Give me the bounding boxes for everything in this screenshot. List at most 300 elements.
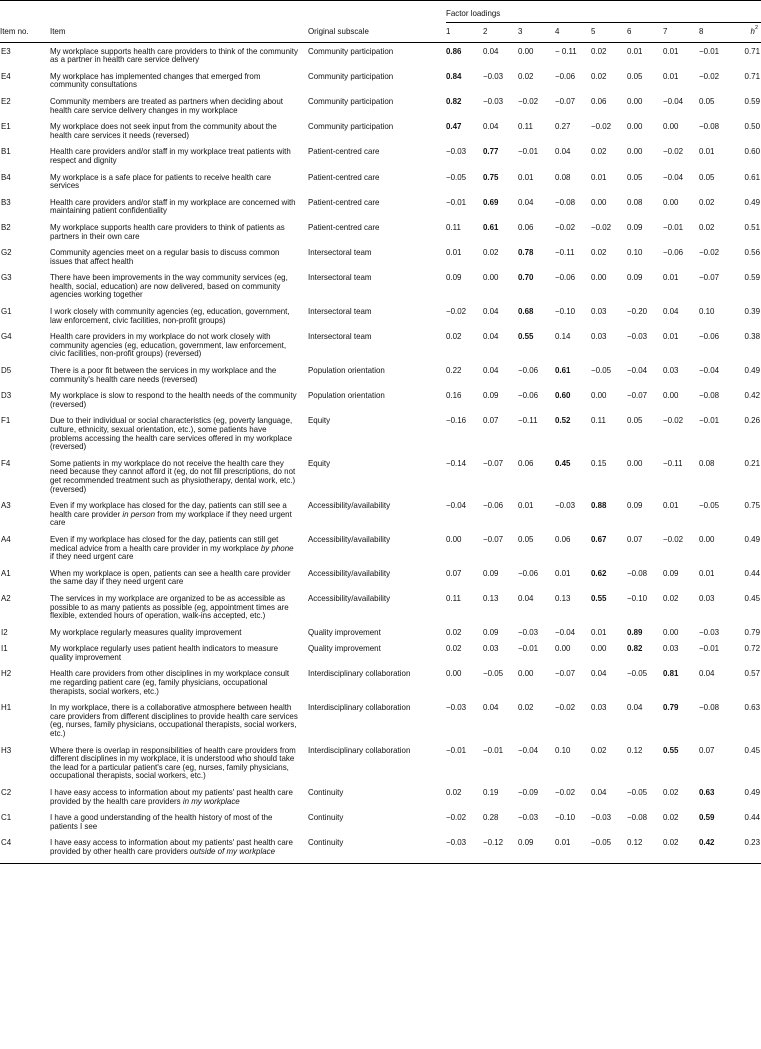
item-text-cell bbox=[50, 742, 308, 784]
loading-cell: 0.06 bbox=[591, 96, 607, 106]
item-text-segment: Even if my workplace has closed for the day, patients can still see a health care provider bbox=[50, 501, 287, 519]
loading-cell: 0.05 bbox=[627, 71, 643, 81]
loading-cell: 0.02 bbox=[591, 71, 607, 81]
loading-cell: 0.01 bbox=[518, 501, 534, 511]
table-row bbox=[0, 303, 761, 328]
item-number-cell: G1 bbox=[1, 307, 12, 317]
primary-loading-cell: 0.82 bbox=[627, 644, 643, 654]
loading-cell: 0.02 bbox=[446, 332, 462, 342]
header-factor-3: 3 bbox=[518, 27, 523, 36]
loading-cell: 0.04 bbox=[591, 669, 607, 679]
header-factor-2: 2 bbox=[483, 27, 488, 36]
communality-cell: 0.44 bbox=[744, 813, 760, 823]
loading-cell: 0.09 bbox=[663, 568, 679, 578]
item-text-segment: Some patients in my workplace do not receive the health care they need because they cannot afford it (eg, do not fill prescriptions, do not get recommended treatment such as physiotherapy, dental work, etc.) (reversed) bbox=[50, 458, 296, 494]
subscale-cell: Continuity bbox=[308, 788, 344, 797]
item-text-emphasis: outside of my workplace bbox=[189, 846, 276, 856]
loading-cell: −0.03 bbox=[555, 501, 576, 511]
item-text-segment: I have easy access to information about my patients' past health care provided by the health care providers bbox=[50, 788, 293, 806]
loading-cell: − 0.11 bbox=[555, 46, 577, 56]
loading-cell: 0.09 bbox=[627, 273, 643, 283]
item-text-cell bbox=[50, 699, 308, 741]
loading-cell: 0.13 bbox=[483, 593, 499, 603]
item-number-cell: C1 bbox=[1, 813, 12, 823]
loading-cell: −0.01 bbox=[699, 416, 720, 426]
loading-cell: −0.14 bbox=[446, 458, 467, 468]
item-text-cell bbox=[50, 665, 308, 699]
table-row bbox=[0, 68, 761, 93]
primary-loading-cell: 0.75 bbox=[483, 172, 499, 182]
loading-cell: −0.11 bbox=[555, 248, 575, 258]
loading-cell: −0.10 bbox=[555, 813, 576, 823]
loading-cell: 0.00 bbox=[663, 122, 679, 132]
loading-cell: 0.12 bbox=[627, 745, 643, 755]
table-row bbox=[0, 244, 761, 269]
item-number-cell: D5 bbox=[1, 366, 12, 376]
item-number-cell: B2 bbox=[1, 222, 11, 232]
loading-cell: −0.04 bbox=[446, 501, 467, 511]
table-row bbox=[0, 834, 761, 863]
loading-cell: −0.06 bbox=[555, 71, 576, 81]
loading-cell: 0.28 bbox=[483, 813, 499, 823]
primary-loading-cell: 0.79 bbox=[663, 703, 679, 713]
item-number-cell: F1 bbox=[1, 416, 11, 426]
primary-loading-cell: 0.84 bbox=[446, 71, 462, 81]
loading-cell: −0.06 bbox=[518, 391, 539, 401]
subscale-cell: Patient-centred care bbox=[308, 222, 380, 232]
item-number-cell: C2 bbox=[1, 788, 12, 797]
item-number-cell: H3 bbox=[1, 745, 12, 755]
loading-cell: −0.02 bbox=[555, 788, 576, 797]
loading-cell: 0.00 bbox=[627, 458, 643, 468]
primary-loading-cell: 0.61 bbox=[555, 366, 571, 376]
communality-cell: 0.23 bbox=[744, 838, 760, 848]
loading-cell: 0.00 bbox=[446, 534, 462, 544]
primary-loading-cell: 0.59 bbox=[699, 813, 715, 823]
loading-cell: 0.02 bbox=[518, 703, 534, 713]
loading-cell: 0.02 bbox=[663, 838, 679, 848]
table-row bbox=[0, 328, 761, 362]
loading-cell: 0.00 bbox=[627, 122, 643, 132]
table-row bbox=[0, 565, 761, 590]
table-row bbox=[0, 497, 761, 531]
loading-cell: 0.09 bbox=[627, 501, 643, 511]
loading-cell: −0.01 bbox=[483, 745, 504, 755]
communality-cell: 0.59 bbox=[744, 96, 760, 106]
item-number-cell: H2 bbox=[1, 669, 12, 679]
item-text-segment: My workplace has implemented changes that emerged from community consultations bbox=[50, 71, 261, 90]
subscale-cell: Intersectoral team bbox=[308, 273, 372, 283]
item-text-segment: if they need urgent care bbox=[50, 552, 134, 562]
communality-cell: 0.60 bbox=[744, 147, 760, 157]
loading-cell: 0.01 bbox=[663, 273, 679, 283]
subscale-cell: Intersectoral team bbox=[308, 332, 372, 342]
item-text-cell bbox=[50, 169, 308, 194]
item-number-cell: E1 bbox=[1, 122, 11, 132]
loading-cell: 0.04 bbox=[699, 669, 715, 679]
loading-cell: 0.11 bbox=[446, 222, 461, 232]
loading-cell: −0.07 bbox=[555, 96, 576, 106]
item-text-cell bbox=[50, 834, 308, 863]
loading-cell: −0.01 bbox=[699, 46, 720, 56]
item-text-cell bbox=[50, 93, 308, 118]
loading-cell: 0.04 bbox=[483, 122, 499, 132]
loading-cell: −0.08 bbox=[699, 703, 720, 713]
table-row bbox=[0, 624, 761, 641]
loading-cell: 0.02 bbox=[591, 46, 607, 56]
loading-cell: 0.00 bbox=[663, 197, 679, 207]
loading-cell: −0.06 bbox=[483, 501, 504, 511]
subscale-cell: Quality improvement bbox=[308, 627, 381, 637]
item-number-cell: B1 bbox=[1, 147, 11, 157]
loading-cell: 0.00 bbox=[518, 46, 534, 56]
primary-loading-cell: 0.45 bbox=[555, 458, 571, 468]
loading-cell: 0.04 bbox=[483, 307, 499, 317]
loading-cell: 0.09 bbox=[446, 273, 462, 283]
loading-cell: −0.02 bbox=[591, 122, 612, 132]
table-row bbox=[0, 784, 761, 809]
loading-cell: 0.00 bbox=[591, 273, 607, 283]
communality-cell: 0.21 bbox=[744, 458, 760, 468]
loading-cell: −0.02 bbox=[663, 416, 684, 426]
loading-cell: 0.05 bbox=[627, 172, 643, 182]
loading-cell: −0.04 bbox=[627, 366, 648, 376]
loading-cell: 0.00 bbox=[518, 669, 534, 679]
loading-cell: 0.01 bbox=[591, 627, 607, 637]
item-text-cell bbox=[50, 497, 308, 531]
item-text-segment: There is a poor fit between the services in my workplace and the community's health care needs (reversed) bbox=[50, 366, 277, 384]
subscale-cell: Intersectoral team bbox=[308, 248, 372, 258]
item-text-cell bbox=[50, 387, 308, 412]
item-text-segment: Community agencies meet on a regular basis to discuss common issues that affect health bbox=[50, 248, 280, 266]
loading-cell: −0.12 bbox=[483, 838, 504, 848]
loading-cell: 0.09 bbox=[483, 568, 499, 578]
item-text-segment: My workplace does not seek input from the community about the health care services it needs (reversed) bbox=[50, 122, 277, 140]
loading-cell: −0.08 bbox=[627, 568, 648, 578]
communality-cell: 0.59 bbox=[744, 273, 760, 283]
header-factor-5: 5 bbox=[591, 27, 596, 36]
loading-cell: 0.01 bbox=[555, 568, 571, 578]
item-text-segment: Even if my workplace has closed for the day, patients can still get medical advice from a health care provider in my workplace bbox=[50, 534, 279, 553]
communality-cell: 0.51 bbox=[744, 222, 760, 232]
loading-cell: 0.08 bbox=[555, 172, 571, 182]
loading-cell: 0.00 bbox=[663, 627, 679, 637]
loading-cell: 0.04 bbox=[627, 703, 643, 713]
loading-cell: −0.03 bbox=[483, 71, 504, 81]
loading-cell: 0.00 bbox=[591, 197, 607, 207]
loading-cell: −0.11 bbox=[663, 458, 683, 468]
loading-cell: 0.04 bbox=[483, 332, 499, 342]
loading-cell: 0.02 bbox=[591, 745, 607, 755]
loading-cell: 0.05 bbox=[627, 416, 643, 426]
loading-cell: 0.03 bbox=[663, 644, 679, 654]
loading-cell: −0.01 bbox=[446, 745, 467, 755]
loading-cell: −0.11 bbox=[518, 416, 538, 426]
loading-cell: 0.08 bbox=[627, 197, 643, 207]
header-factor-6: 6 bbox=[627, 27, 632, 36]
loading-cell: 0.27 bbox=[555, 122, 571, 132]
loading-cell: −0.04 bbox=[663, 96, 684, 106]
loading-cell: −0.05 bbox=[591, 838, 612, 848]
loading-cell: 0.01 bbox=[555, 838, 571, 848]
loading-cell: −0.04 bbox=[555, 627, 576, 637]
loading-cell: 0.10 bbox=[555, 745, 571, 755]
communality-cell: 0.61 bbox=[744, 172, 760, 182]
item-number-cell: H1 bbox=[1, 703, 12, 713]
communality-cell: 0.71 bbox=[744, 46, 760, 56]
table-row bbox=[0, 699, 761, 741]
communality-cell: 0.49 bbox=[744, 534, 760, 544]
loading-cell: −0.01 bbox=[446, 197, 467, 207]
table-row bbox=[0, 219, 761, 244]
loading-cell: 0.09 bbox=[483, 391, 499, 401]
loading-cell: 0.11 bbox=[518, 122, 533, 132]
loading-cell: 0.02 bbox=[663, 593, 679, 603]
primary-loading-cell: 0.52 bbox=[555, 416, 571, 426]
loading-cell: −0.04 bbox=[699, 366, 720, 376]
item-text-segment: Health care providers from other disciplines in my workplace consult me regarding patient care (eg, family physicians, occupational therapists, social workers, etc.) bbox=[50, 669, 290, 696]
item-text-segment: I have a good understanding of the health history of most of the patients I see bbox=[50, 813, 273, 831]
primary-loading-cell: 0.81 bbox=[663, 669, 679, 679]
item-text-cell bbox=[50, 590, 308, 624]
subscale-cell: Accessibility/availability bbox=[308, 593, 391, 603]
loading-cell: −0.01 bbox=[699, 644, 720, 654]
item-text-segment: Health care providers and/or staff in my workplace treat patients with respect and dignity bbox=[50, 147, 291, 165]
loading-cell: −0.06 bbox=[663, 248, 684, 258]
loading-cell: 0.07 bbox=[627, 534, 643, 544]
loading-cell: −0.01 bbox=[518, 147, 539, 157]
loading-cell: −0.04 bbox=[518, 745, 539, 755]
table-row bbox=[0, 93, 761, 118]
table-row bbox=[0, 42, 761, 68]
loading-cell: −0.06 bbox=[555, 273, 576, 283]
loading-cell: 0.07 bbox=[446, 568, 462, 578]
item-text-cell bbox=[50, 244, 308, 269]
item-text-cell bbox=[50, 269, 308, 303]
loading-cell: −0.06 bbox=[518, 568, 539, 578]
loading-cell: −0.02 bbox=[446, 813, 467, 823]
loading-cell: 0.02 bbox=[483, 248, 499, 258]
table-row bbox=[0, 531, 761, 565]
table-row bbox=[0, 665, 761, 699]
item-number-cell: A2 bbox=[1, 593, 11, 603]
loading-cell: 0.14 bbox=[555, 332, 571, 342]
primary-loading-cell: 0.63 bbox=[699, 788, 715, 797]
subscale-cell: Equity bbox=[308, 416, 331, 426]
header-factor-7: 7 bbox=[663, 27, 668, 36]
loading-cell: −0.06 bbox=[699, 332, 720, 342]
subscale-cell: Intersectoral team bbox=[308, 307, 372, 317]
primary-loading-cell: 0.88 bbox=[591, 501, 607, 511]
loading-cell: 0.02 bbox=[663, 813, 679, 823]
loading-cell: 0.06 bbox=[518, 222, 534, 232]
loading-cell: 0.04 bbox=[663, 307, 679, 317]
primary-loading-cell: 0.61 bbox=[483, 222, 499, 232]
table-row bbox=[0, 269, 761, 303]
loading-cell: −0.01 bbox=[663, 222, 684, 232]
primary-loading-cell: 0.70 bbox=[518, 273, 534, 283]
primary-loading-cell: 0.78 bbox=[518, 248, 534, 258]
item-text-cell bbox=[50, 624, 308, 641]
loading-cell: −0.08 bbox=[699, 122, 720, 132]
loading-cell: −0.07 bbox=[483, 534, 504, 544]
item-text-cell bbox=[50, 809, 308, 834]
loading-cell: 0.12 bbox=[627, 838, 643, 848]
loading-cell: 0.04 bbox=[483, 366, 499, 376]
loading-cell: −0.02 bbox=[555, 222, 576, 232]
loading-cell: 0.00 bbox=[483, 273, 499, 283]
subscale-cell: Interdisciplinary collaboration bbox=[308, 669, 411, 679]
communality-cell: 0.71 bbox=[744, 71, 760, 81]
table-row bbox=[0, 590, 761, 624]
loading-cell: 0.00 bbox=[591, 391, 607, 401]
loading-cell: 0.02 bbox=[591, 248, 607, 258]
primary-loading-cell: 0.67 bbox=[591, 534, 607, 544]
item-number-cell: G2 bbox=[1, 248, 12, 258]
loading-cell: −0.05 bbox=[446, 172, 467, 182]
loading-cell: 0.05 bbox=[699, 96, 715, 106]
loading-cell: 0.02 bbox=[446, 644, 462, 654]
loading-cell: −0.09 bbox=[518, 788, 539, 797]
item-number-cell: I1 bbox=[1, 644, 8, 654]
loading-cell: 0.22 bbox=[446, 366, 462, 376]
subscale-cell: Equity bbox=[308, 458, 331, 468]
table-row bbox=[0, 742, 761, 784]
communality-cell: 0.44 bbox=[744, 568, 760, 578]
primary-loading-cell: 0.69 bbox=[483, 197, 499, 207]
header-h2 bbox=[735, 23, 761, 43]
loading-cell: −0.02 bbox=[591, 222, 612, 232]
item-text-emphasis: in my workplace bbox=[182, 796, 240, 806]
loading-cell: −0.02 bbox=[699, 248, 720, 258]
primary-loading-cell: 0.55 bbox=[591, 593, 607, 603]
loading-cell: −0.03 bbox=[591, 813, 612, 823]
loading-cell: 0.00 bbox=[699, 534, 715, 544]
loading-cell: 0.02 bbox=[446, 788, 462, 797]
loading-cell: 0.10 bbox=[627, 248, 643, 258]
primary-loading-cell: 0.55 bbox=[663, 745, 679, 755]
loading-cell: 0.01 bbox=[518, 172, 534, 182]
item-text-segment: Health care providers in my workplace do not work closely with community agencies (eg, education, government, law enforcement, civic facilities, non-profit groups) (reversed) bbox=[50, 332, 287, 359]
loading-cell: 0.13 bbox=[555, 593, 571, 603]
loading-cell: −0.03 bbox=[446, 147, 467, 157]
loading-cell: −0.02 bbox=[446, 307, 467, 317]
item-text-segment: My workplace supports health care providers to think of the community as a partner in health care service delivery bbox=[50, 46, 298, 65]
item-number-cell: A1 bbox=[1, 568, 11, 578]
loading-cell: −0.03 bbox=[627, 332, 648, 342]
subscale-cell: Continuity bbox=[308, 838, 344, 848]
loading-cell: 0.04 bbox=[483, 703, 499, 713]
primary-loading-cell: 0.42 bbox=[699, 838, 715, 848]
header-item: Item bbox=[50, 27, 66, 36]
loading-cell: 0.11 bbox=[446, 593, 461, 603]
item-text-segment: Community members are treated as partners when deciding about health care service delivery changes in my workplace bbox=[50, 96, 283, 115]
loading-cell: −0.03 bbox=[518, 813, 539, 823]
table-row bbox=[0, 640, 761, 665]
loading-cell: −0.08 bbox=[627, 813, 648, 823]
item-number-cell: I2 bbox=[1, 627, 8, 637]
loading-cell: −0.01 bbox=[518, 644, 539, 654]
loading-cell: −0.04 bbox=[663, 172, 684, 182]
loading-cell: 0.00 bbox=[591, 644, 607, 654]
item-number-cell: E2 bbox=[1, 96, 11, 106]
header-factor-4: 4 bbox=[555, 27, 560, 36]
item-text-segment: Where there is overlap in responsibilities of health care providers from different disciplines in my workplace, it is understood who should take the lead for a particular patient's care (eg, nurses, family physicians, occupational therapists, social workers, etc.) bbox=[50, 745, 296, 781]
loading-cell: 0.02 bbox=[446, 627, 462, 637]
item-text-cell bbox=[50, 303, 308, 328]
primary-loading-cell: 0.68 bbox=[518, 307, 534, 317]
subscale-cell: Patient-centred care bbox=[308, 197, 380, 207]
item-number-cell: E4 bbox=[1, 71, 11, 81]
primary-loading-cell: 0.86 bbox=[446, 46, 462, 56]
loading-cell: 0.01 bbox=[699, 568, 715, 578]
loading-cell: −0.03 bbox=[446, 703, 467, 713]
table-row bbox=[0, 809, 761, 834]
subscale-cell: Accessibility/availability bbox=[308, 568, 391, 578]
item-text-segment: Due to their individual or social characteristics (eg, poverty language, culture, ethnicity, sexual orientation, etc.), some patients have problems accessing the health care services offered in my workplace (reversed) bbox=[50, 416, 293, 452]
item-text-segment: My workplace supports health care providers to think of patients as partners in their own care bbox=[50, 222, 285, 241]
loading-cell: −0.03 bbox=[483, 96, 504, 106]
item-text-cell bbox=[50, 194, 308, 219]
loading-cell: −0.05 bbox=[627, 669, 648, 679]
loading-cell: 0.01 bbox=[663, 501, 679, 511]
loading-cell: −0.02 bbox=[699, 71, 720, 81]
header-original-subscale: Original subscale bbox=[308, 27, 369, 36]
item-text-cell bbox=[50, 565, 308, 590]
loading-cell: 0.10 bbox=[699, 307, 715, 317]
loading-cell: −0.03 bbox=[446, 838, 467, 848]
item-text-emphasis: in person bbox=[122, 509, 156, 519]
header-h2-superscript: 2 bbox=[754, 25, 758, 32]
loading-cell: 0.01 bbox=[446, 248, 462, 258]
item-number-cell: A4 bbox=[1, 534, 11, 544]
loading-cell: −0.05 bbox=[591, 366, 612, 376]
loading-cell: 0.02 bbox=[591, 147, 607, 157]
loading-cell: 0.06 bbox=[518, 458, 534, 468]
loading-cell: −0.06 bbox=[518, 366, 539, 376]
loading-cell: 0.04 bbox=[483, 46, 499, 56]
communality-cell: 0.42 bbox=[744, 391, 760, 401]
item-number-cell: E3 bbox=[1, 46, 11, 56]
communality-cell: 0.57 bbox=[744, 669, 760, 679]
loading-cell: −0.16 bbox=[446, 416, 467, 426]
loading-cell: 0.07 bbox=[483, 416, 499, 426]
subscale-cell: Interdisciplinary collaboration bbox=[308, 745, 411, 755]
loading-cell: −0.07 bbox=[483, 458, 504, 468]
header-item-no: Item no. bbox=[0, 27, 29, 36]
loading-cell: −0.05 bbox=[699, 501, 720, 511]
table-body bbox=[0, 42, 761, 863]
item-number-cell: G3 bbox=[1, 273, 12, 283]
loading-cell: 0.02 bbox=[518, 71, 534, 81]
communality-cell: 0.56 bbox=[744, 248, 760, 258]
item-text-cell bbox=[50, 455, 308, 497]
item-text-cell bbox=[50, 784, 308, 809]
primary-loading-cell: 0.82 bbox=[446, 96, 462, 106]
loading-cell: −0.07 bbox=[699, 273, 720, 283]
loading-cell: −0.07 bbox=[555, 669, 576, 679]
item-text-cell bbox=[50, 42, 308, 68]
item-text-segment: My workplace regularly uses patient health indicators to measure quality improvement bbox=[50, 644, 279, 662]
communality-cell: 0.49 bbox=[744, 197, 760, 207]
primary-loading-cell: 0.62 bbox=[591, 568, 607, 578]
loading-cell: 0.01 bbox=[663, 46, 679, 56]
loading-cell: 0.05 bbox=[518, 534, 534, 544]
item-text-segment: The services in my workplace are organized to be as accessible as possible to as many patients as possible (eg, appointment times are flexible, extended hours of operation, walk-ins accepted, etc.) bbox=[50, 593, 289, 621]
item-text-cell bbox=[50, 143, 308, 168]
loading-cell: 0.01 bbox=[663, 332, 679, 342]
loading-cell: 0.00 bbox=[627, 96, 643, 106]
